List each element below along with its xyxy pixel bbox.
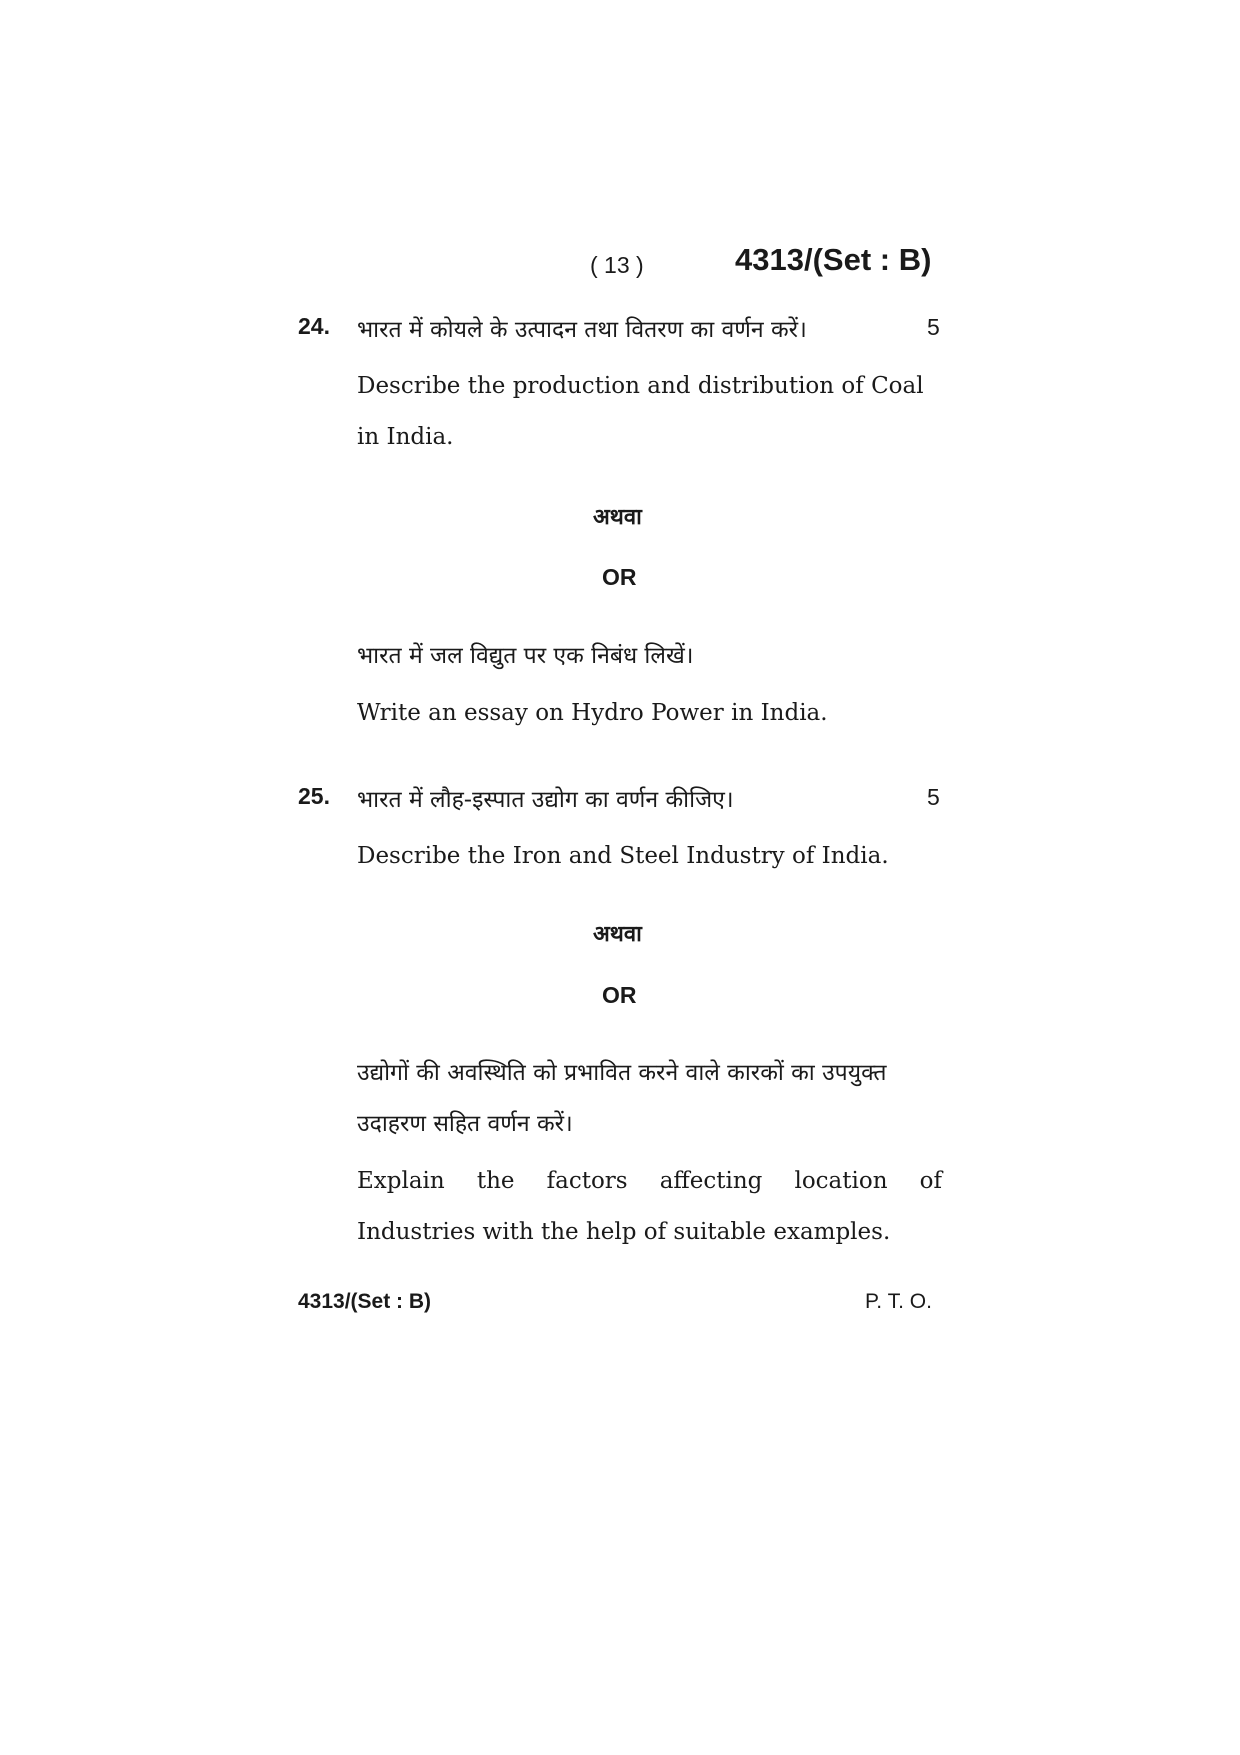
- question-25-number: 25.: [298, 783, 330, 809]
- word: of: [919, 1168, 942, 1194]
- word: factors: [546, 1168, 628, 1194]
- question-24-alt-english: Write an essay on Hydro Power in India.: [357, 700, 828, 726]
- question-24-number: 24.: [298, 313, 330, 339]
- question-25-english-line-1: Describe the Iron and Steel Industry of India.: [357, 843, 889, 869]
- question-25-marks: 5: [927, 784, 940, 810]
- question-24-hindi: भारत में कोयले के उत्पादन तथा वितरण का वर्णन करें।: [357, 317, 807, 343]
- question-24-marks: 5: [927, 314, 940, 340]
- question-25-alt-hindi-line-2: उदाहरण सहित वर्णन करें।: [357, 1111, 573, 1137]
- question-25-or-hindi: अथवा: [593, 922, 642, 947]
- paper-code-header: 4313/(Set : B): [735, 242, 932, 277]
- word: location: [794, 1168, 888, 1194]
- question-25-alt-english-line-2: Industries with the help of suitable examples.: [357, 1219, 891, 1245]
- footer-paper-code: 4313/(Set : B): [298, 1290, 432, 1313]
- word: affecting: [659, 1168, 763, 1194]
- question-24-or-hindi: अथवा: [593, 505, 642, 530]
- question-25-alt-hindi-line-1: उद्योगों की अवस्थिति को प्रभावित करने वाले कारकों का उपयुक्त: [357, 1060, 887, 1086]
- question-25-hindi: भारत में लौह-इस्पात उद्योग का वर्णन कीजिए।: [357, 787, 734, 813]
- question-24-english-line-1: Describe the production and distribution of Coal: [357, 373, 924, 399]
- question-24-english-line-2: in India.: [357, 424, 454, 450]
- word: the: [476, 1168, 515, 1194]
- question-25-alt-english-line-1: [357, 1168, 942, 1194]
- question-24-alt-hindi: भारत में जल विद्युत पर एक निबंध लिखें।: [357, 643, 694, 669]
- question-24-or-english: OR: [602, 564, 637, 590]
- footer-pto: P. T. O.: [865, 1290, 932, 1313]
- page-number: ( 13 ): [590, 252, 644, 278]
- question-25-or-english: OR: [602, 982, 637, 1008]
- word: Explain: [357, 1168, 445, 1194]
